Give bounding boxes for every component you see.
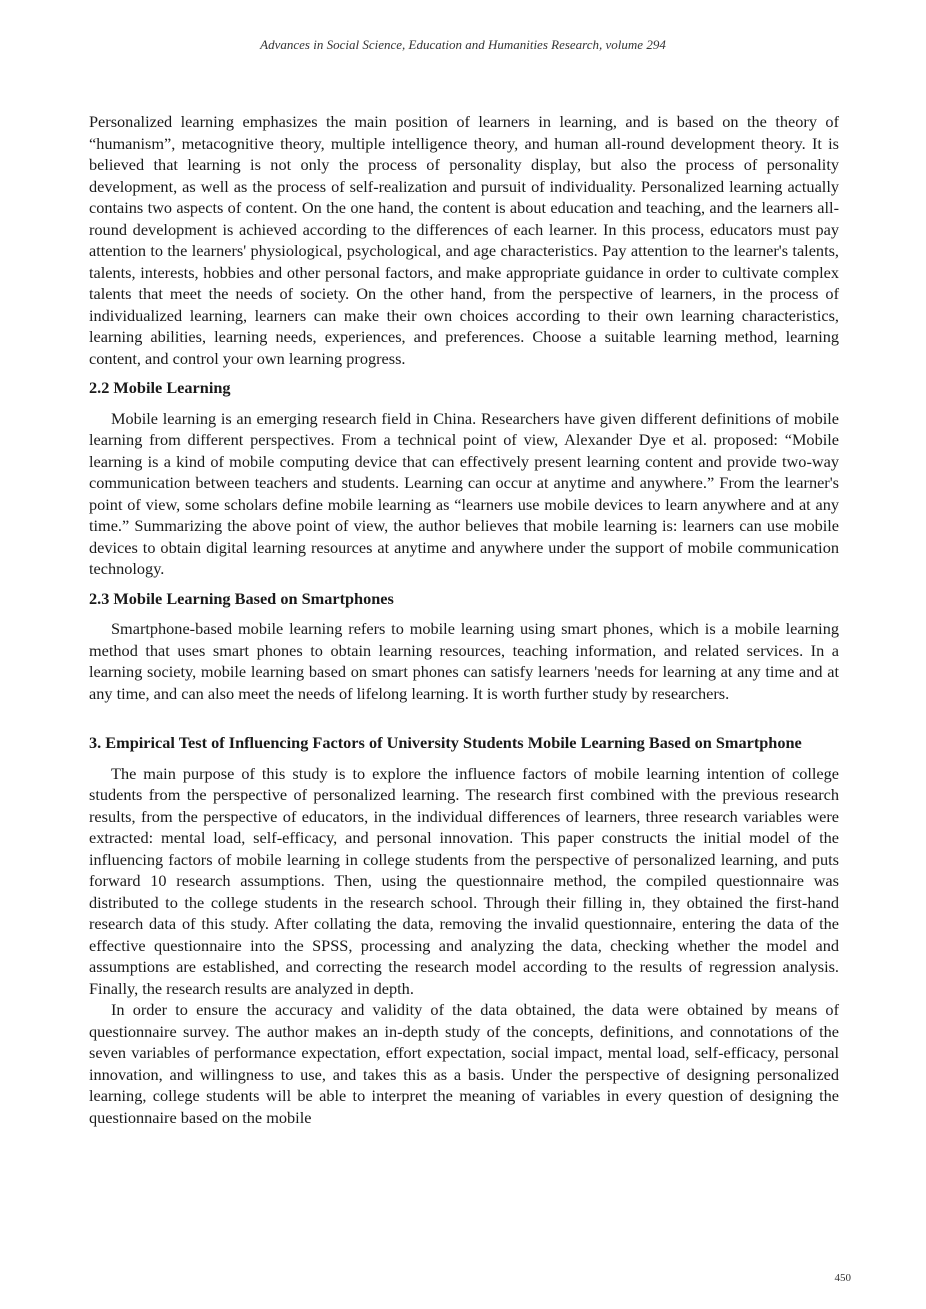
page-number: 450 [834,1272,851,1284]
paragraph-mobile-learning: Mobile learning is an emerging research field in China. Researchers have given different definitions of mobile learning from different perspectives. From a technical point of view, Alexander Dye et al. proposed: “Mobile learning is a kind of mobile computing device that can effectively present learning content and provide two-way communication between teachers and students. Learning can occur at anytime and anywhere.” From the learner's point of view, some scholars define mobile learning as “learners use mobile devices to learn anywhere and at any time.” Summarizing the above point of view, the author believes that mobile learning is: learners can use mobile devices to obtain digital learning resources at anytime and anywhere under the support of mobile communication technology. [89,408,839,578]
section-heading-3: 3. Empirical Test of Influencing Factors of University Students Mobile Learning Based on Smartphone [89,733,802,752]
paragraph-smartphone-learning: Smartphone-based mobile learning refers to mobile learning using smart phones, which is a mobile learning method that uses smart phones to obtain learning resources, teaching information, and related services. In a learning society, mobile learning based on smart phones can satisfy learners 'needs for learning at any time and at any time, and can also meet the needs of lifelong learning. It is worth further study by researchers. [89,619,839,703]
paragraph-data-accuracy: In order to ensure the accuracy and validity of the data obtained, the data were obtained by means of questionnaire survey. The author makes an in-depth study of the concepts, definitions, and connotations of the seven variables of performance expectation, effort expectation, social impact, mental load, self-efficacy, personal innovation, and willingness to use, and takes this as a basis. Under the perspective of designing personalized learning, college students will be able to interpret the meaning of variables in every question of designing the questionnaire based on the mobile [89,1000,839,1127]
paragraph-study-purpose: The main purpose of this study is to explore the influence factors of mobile learning intention of college students from the perspective of personalized learning. The research first combined with the previous research results, from the perspective of educators, in the individual differences of learners, three research variables were extracted: mental load, self-efficacy, and personal innovation. This paper constructs the initial model of the influencing factors of mobile learning in college students from the perspective of personalized learning, and puts forward 10 research assumptions. Then, using the questionnaire method, the compiled questionnaire was distributed to the college students in the research school. Through their filling in, they obtained the first-hand research data of this study. After collating the data, removing the invalid questionnaire, entering the data of the effective questionnaire into the SPSS, processing and analyzing the data, checking whether the model and assumptions are established, and correcting the research model according to the results of regression analysis. Finally, the research results are analyzed in depth. [89,763,839,998]
section-heading-2-3: 2.3 Mobile Learning Based on Smartphones [89,588,394,608]
paragraph-personalized-learning: Personalized learning emphasizes the main position of learners in learning, and is based on the theory of “humanism”, metacognitive theory, multiple intelligence theory, and human all-round development theory. It is believed that learning is not only the process of personality display, but also the process of personality development, as well as the process of self-realization and pursuit of individuality. Personalized learning actually contains two aspects of content. On the one hand, the content is about education and teaching, and the learners all-round development is achieved according to the differences of each learner. In this process, educators must pay attention to the learners' physiological, psychological, and age characteristics. Pay attention to the learner's talents, talents, interests, hobbies and other personal factors, and make appropriate guidance in order to cultivate complex talents that meet the needs of society. On the other hand, from the perspective of learners, in the process of individualized learning, learners can make their own choices according to their own learning characteristics, learning abilities, learning needs, experiences, and preferences. Choose a suitable learning method, learning content, and control your own learning progress. [89,112,839,368]
section-heading-2-2: 2.2 Mobile Learning [89,378,231,397]
running-header: Advances in Social Science, Education and Humanities Research, volume 294 [260,37,666,52]
article-body [89,111,839,1128]
